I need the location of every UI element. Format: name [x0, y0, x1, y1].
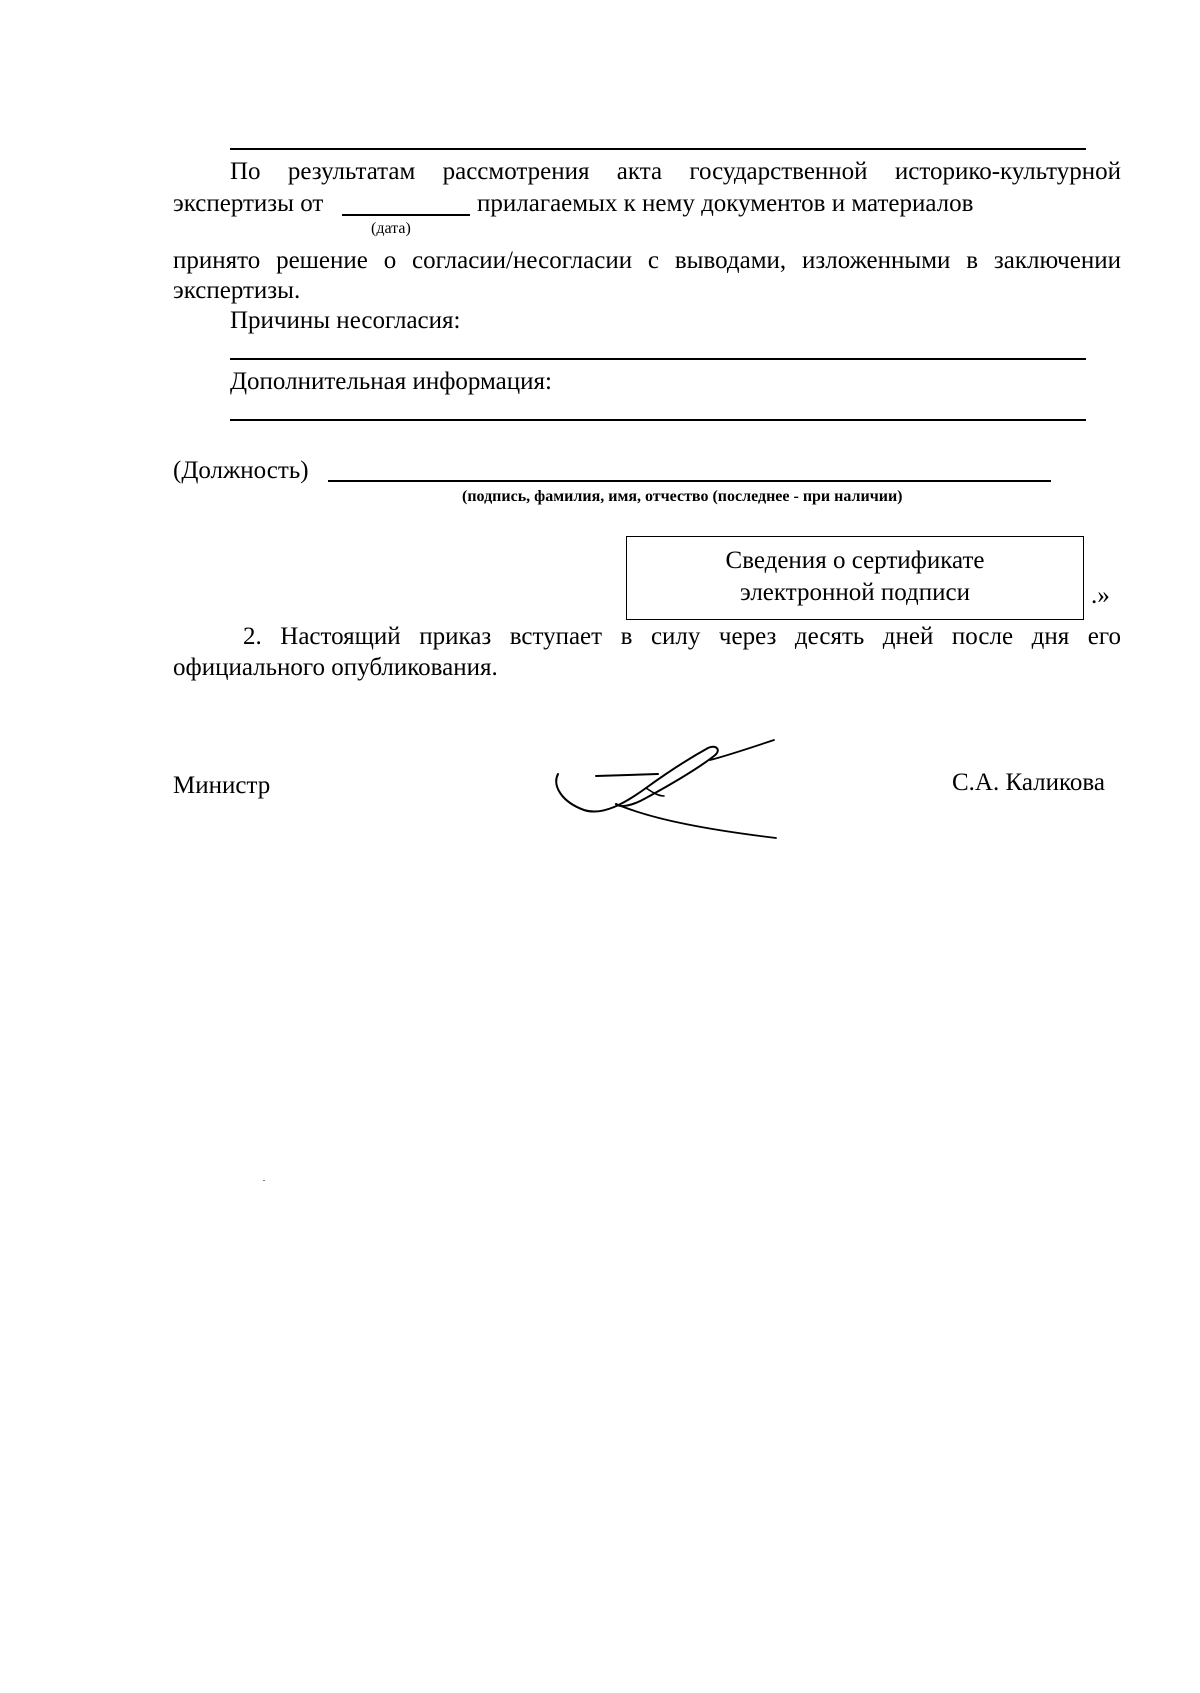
reasons-label: Причины несогласия: — [230, 307, 461, 334]
signatory-title: Министр — [173, 772, 271, 799]
scan-speck — [263, 1180, 265, 1181]
position-label: (Должность) — [173, 457, 309, 484]
date-caption: (дата) — [371, 220, 411, 237]
paragraph1-line2-prefix: экспертизы от — [173, 190, 324, 217]
date-blank-line — [342, 214, 470, 216]
certificate-box — [626, 536, 1084, 620]
additional-info-label: Дополнительная информация: — [230, 368, 552, 395]
signature-caption: (подпись, фамилия, имя, отчество (последнее - при наличии) — [462, 488, 903, 505]
paragraph2-line1: 2. Настоящий приказ вступает в силу через десять дней после дня его — [243, 623, 1121, 650]
handwritten-signature — [550, 730, 800, 850]
signatory-name: С.А. Каликова — [952, 769, 1105, 796]
signature-rule — [328, 480, 1051, 482]
closing-quote: .» — [1091, 582, 1110, 609]
additional-info-rule — [230, 419, 1086, 421]
paragraph1-line4: экспертизы. — [173, 277, 301, 304]
paragraph1-line3: принято решение о согласии/несогласии с выводами, изложенными в заключении — [173, 247, 1121, 274]
reasons-rule — [230, 358, 1086, 360]
certificate-line1: Сведения о сертификате — [725, 547, 985, 574]
paragraph1-line1: По результатам рассмотрения акта государственной историко-культурной — [230, 158, 1121, 185]
paragraph2-line2: официального опубликования. — [173, 654, 498, 681]
certificate-line2: электронной подписи — [740, 579, 970, 606]
top-rule — [230, 148, 1086, 150]
paragraph1-line2-suffix: прилагаемых к нему документов и материалов — [477, 190, 974, 217]
